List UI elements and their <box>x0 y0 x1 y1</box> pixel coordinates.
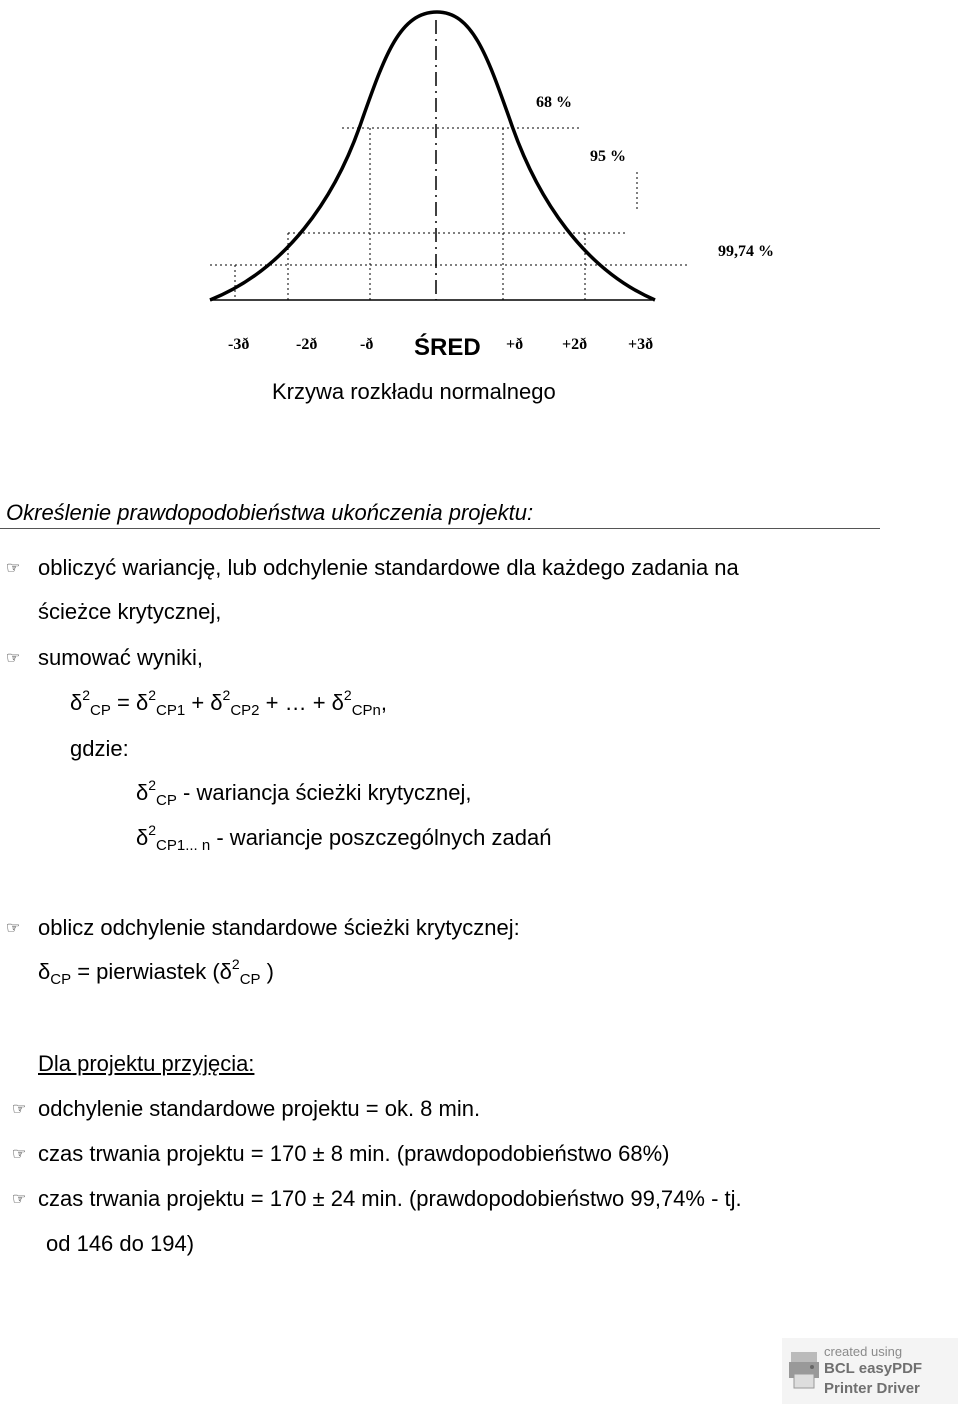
pointing-hand-icon: ☞ <box>6 560 21 577</box>
pdf-watermark <box>782 1338 958 1404</box>
project-line1: odchylenie standardowe projektu = ok. 8 min. <box>38 1096 481 1121</box>
tick-mean: ŚRED <box>414 334 481 361</box>
printer-logo-icon <box>788 1348 820 1390</box>
bullet3-text: oblicz odchylenie standardowe ścieżki krytycznej: <box>38 915 520 940</box>
gdzie-label: gdzie: <box>70 736 129 761</box>
tick-minus-sigma: -ð <box>360 336 374 353</box>
tick-plus-2-sigma: +2ð <box>562 336 588 353</box>
label-95-percent: 95 % <box>590 148 626 165</box>
variance-sum-formula: $\delta^2_{CP} = \delta^2_{CP1} + \delta^2_{CP2}$ + … + $\delta^2_{CPn}$, <box>70 687 388 719</box>
pointing-hand-icon: ☞ <box>12 1146 27 1163</box>
tick-minus-3-sigma: -3ð <box>228 336 250 353</box>
tick-plus-3-sigma: +3ð <box>628 336 654 353</box>
pointing-hand-icon: ☞ <box>6 650 21 667</box>
tick-minus-2-sigma: -2ð <box>296 336 318 353</box>
project-line2: czas trwania projektu = 170 ± 8 min. (prawdopodobieństwo 68%) <box>38 1141 670 1166</box>
watermark-line3: Printer Driver <box>824 1380 920 1397</box>
watermark-line1: created using <box>824 1344 903 1359</box>
std-dev-formula: $\delta_{CP}$ = pierwiastek ($\delta^2_{CP}$ ) <box>38 956 274 988</box>
chart-caption: Krzywa rozkładu normalnego <box>272 379 556 404</box>
label-9974-percent: 99,74 % <box>718 243 774 260</box>
project-line3-continued: od 146 do 194) <box>46 1231 195 1256</box>
label-68-percent: 68 % <box>536 94 572 111</box>
bullet2-text: sumować wyniki, <box>38 645 204 670</box>
definition-cp: $\delta^2_{CP}$ - wariancja ścieżki krytycznej, <box>136 777 472 809</box>
tick-plus-sigma: +ð <box>506 336 524 353</box>
heading-rule <box>0 528 880 529</box>
bullet1-line2: ścieżce krytycznej, <box>38 599 222 624</box>
pointing-hand-icon: ☞ <box>12 1191 27 1208</box>
project-line3: czas trwania projektu = 170 ± 24 min. (prawdopodobieństwo 99,74% - tj. <box>38 1186 742 1211</box>
normal-distribution-curve <box>0 0 960 320</box>
definition-cp1-n: $\delta^2_{CP1... n}$ - wariancje poszczególnych zadań <box>136 822 552 854</box>
bell-curve <box>210 12 655 300</box>
section-heading: Określenie prawdopodobieństwa ukończenia projektu: <box>6 500 534 525</box>
pointing-hand-icon: ☞ <box>12 1101 27 1118</box>
bullet1-line1: obliczyć wariancję, lub odchylenie standardowe dla każdego zadania na <box>38 555 739 580</box>
project-heading: Dla projektu przyjęcia: <box>38 1051 255 1076</box>
pointing-hand-icon: ☞ <box>6 920 21 937</box>
watermark-line2: BCL easyPDF <box>824 1360 923 1377</box>
